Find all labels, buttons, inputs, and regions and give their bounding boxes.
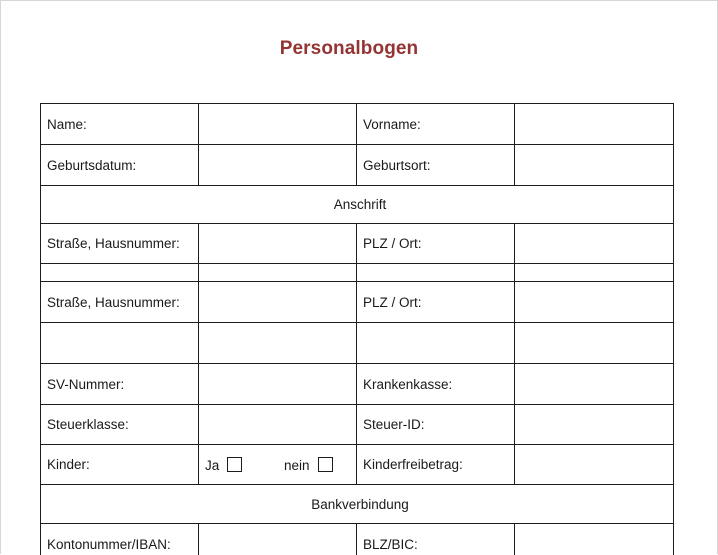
- field-steuer-id[interactable]: [515, 405, 674, 445]
- section-anschrift: Anschrift: [41, 186, 674, 224]
- field-sv-nummer[interactable]: [199, 364, 357, 405]
- personnel-form-table: [40, 103, 674, 555]
- label-krankenkasse: Krankenkasse:: [357, 364, 515, 405]
- row-sv: [41, 364, 674, 405]
- spacer-cell-1[interactable]: [41, 264, 199, 282]
- row-section-bank: [41, 485, 674, 524]
- spacer-cell-2[interactable]: [199, 264, 357, 282]
- field-plz-ort-1[interactable]: [515, 224, 674, 264]
- field-kinderfreibetrag[interactable]: [515, 445, 674, 485]
- field-vorname[interactable]: [515, 104, 674, 145]
- row-geburt: [41, 145, 674, 186]
- row-name: [41, 104, 674, 145]
- empty-cell-4[interactable]: [515, 323, 674, 364]
- label-strasse-1: Straße, Hausnummer:: [41, 224, 199, 264]
- checkbox-ja[interactable]: [227, 457, 242, 472]
- label-kinder: Kinder:: [41, 445, 199, 485]
- row-konto: [41, 524, 674, 555]
- spacer-cell-3[interactable]: [357, 264, 515, 282]
- section-bankverbindung: Bankverbindung: [41, 485, 674, 524]
- spacer-cell-4[interactable]: [515, 264, 674, 282]
- field-name[interactable]: [199, 104, 357, 145]
- label-plz-ort-1: PLZ / Ort:: [357, 224, 515, 264]
- field-geburtsort[interactable]: [515, 145, 674, 186]
- empty-cell-2[interactable]: [199, 323, 357, 364]
- empty-cell-3[interactable]: [357, 323, 515, 364]
- label-strasse-2: Straße, Hausnummer:: [41, 282, 199, 323]
- field-strasse-1[interactable]: [199, 224, 357, 264]
- option-ja-label: Ja: [205, 457, 220, 473]
- label-kontonummer-iban: Kontonummer/IBAN:: [41, 524, 199, 555]
- label-name: Name:: [41, 104, 199, 145]
- field-blz-bic[interactable]: [515, 524, 674, 555]
- label-geburtsort: Geburtsort:: [357, 145, 515, 186]
- row-section-anschrift: [41, 186, 674, 224]
- empty-cell-1[interactable]: [41, 323, 199, 364]
- label-steuer-id: Steuer-ID:: [357, 405, 515, 445]
- label-plz-ort-2: PLZ / Ort:: [357, 282, 515, 323]
- row-empty: [41, 323, 674, 364]
- label-geburtsdatum: Geburtsdatum:: [41, 145, 199, 186]
- field-strasse-2[interactable]: [199, 282, 357, 323]
- row-steuer: [41, 405, 674, 445]
- row-strasse-2: [41, 282, 674, 323]
- field-kontonummer-iban[interactable]: [199, 524, 357, 555]
- field-plz-ort-2[interactable]: [515, 282, 674, 323]
- label-vorname: Vorname:: [357, 104, 515, 145]
- option-nein-label: nein: [284, 457, 310, 473]
- label-sv-nummer: SV-Nummer:: [41, 364, 199, 405]
- row-kinder: [41, 445, 674, 485]
- checkbox-nein[interactable]: [318, 457, 333, 472]
- field-krankenkasse[interactable]: [515, 364, 674, 405]
- page-title: Personalbogen: [279, 38, 419, 59]
- row-strasse-1: [41, 224, 674, 264]
- label-steuerklasse: Steuerklasse:: [41, 405, 199, 445]
- label-blz-bic: BLZ/BIC:: [357, 524, 515, 555]
- field-steuerklasse[interactable]: [199, 405, 357, 445]
- field-geburtsdatum[interactable]: [199, 145, 357, 186]
- row-spacer: [41, 264, 674, 282]
- kinder-options: [199, 445, 357, 485]
- label-kinderfreibetrag: Kinderfreibetrag:: [357, 445, 515, 485]
